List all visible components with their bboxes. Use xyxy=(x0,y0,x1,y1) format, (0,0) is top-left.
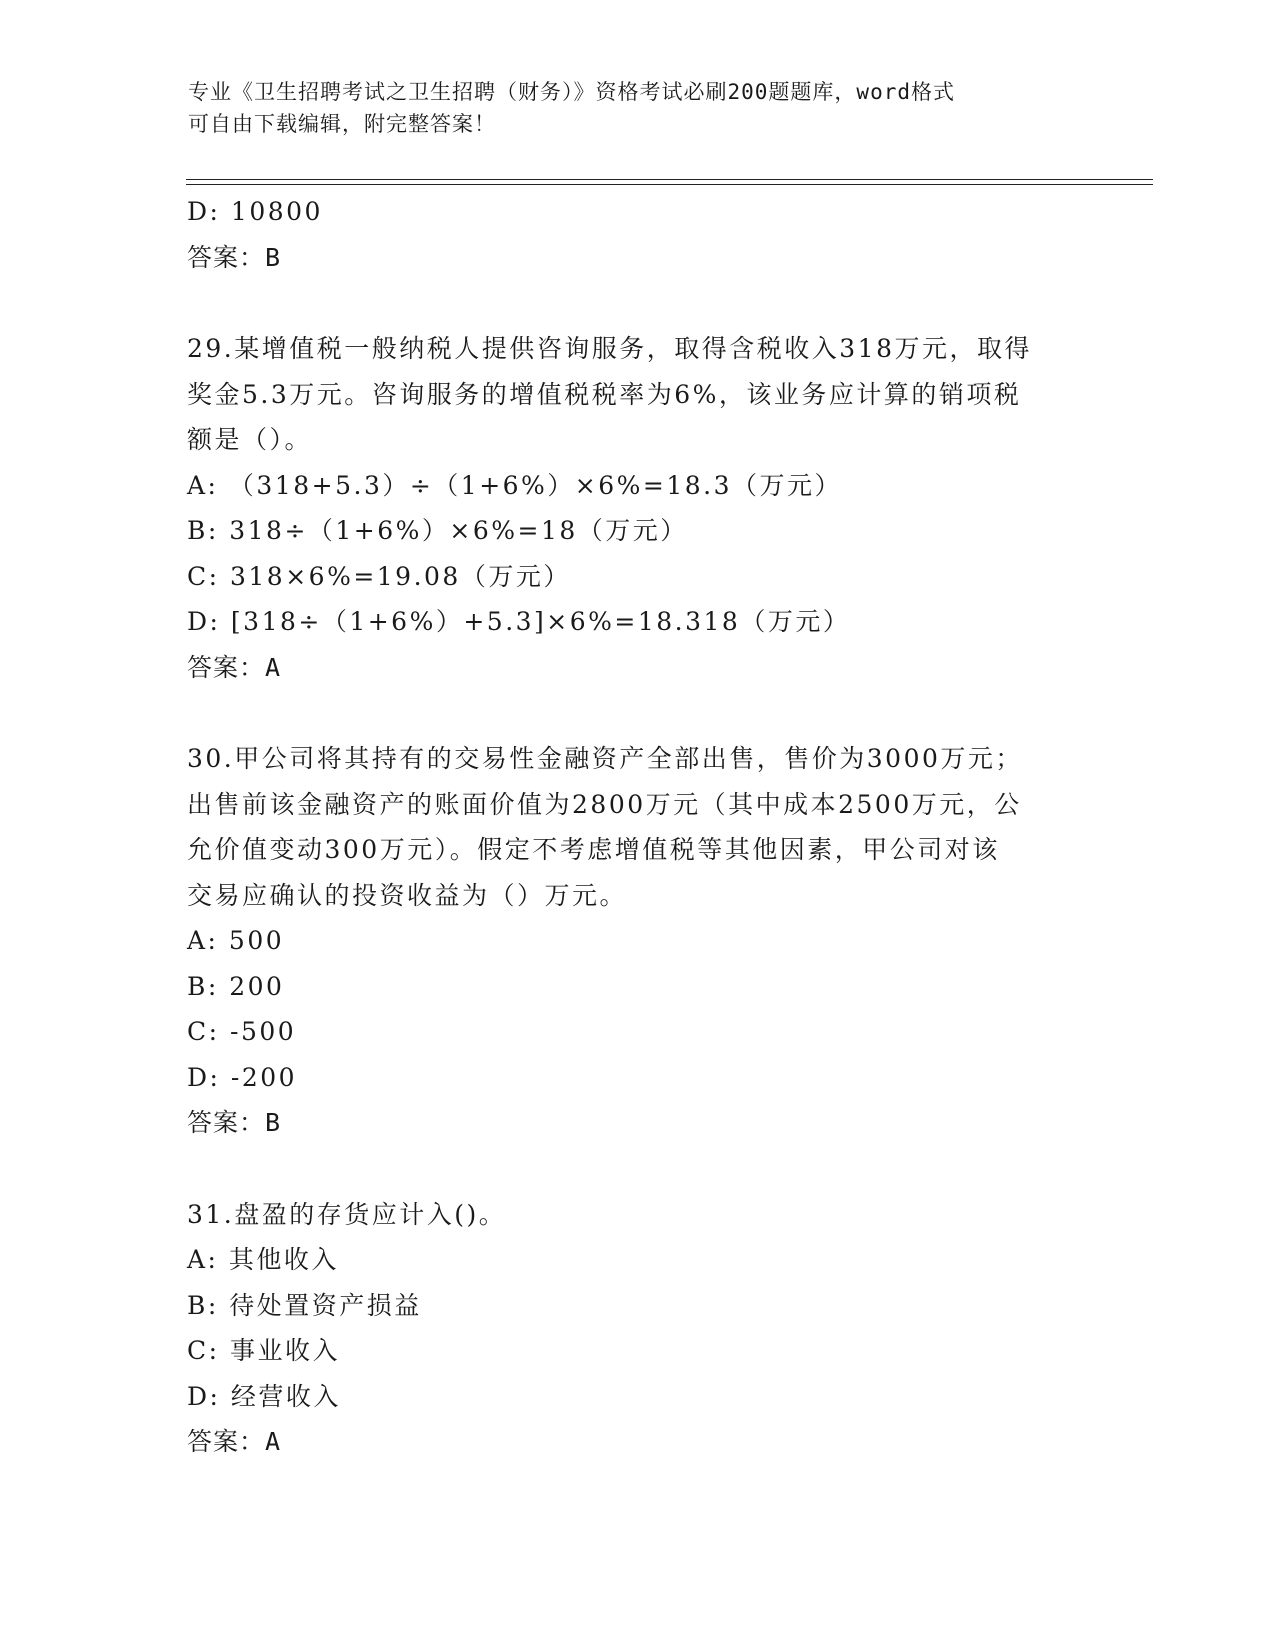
q30-option-b: B: 200 xyxy=(187,971,285,1001)
prev-answer: 答案：B xyxy=(187,242,282,272)
q29-option-a: A: （318+5.3）÷（1+6%）×6%=18.3（万元） xyxy=(187,470,843,500)
prev-option-d: D: 10800 xyxy=(187,197,323,226)
q30-answer: 答案：B xyxy=(187,1108,282,1137)
q30-stem-line-4: 交易应确认的投资收益为（）万元。 xyxy=(187,880,628,910)
q29-stem-line-3: 额是（）。 xyxy=(187,425,313,454)
question-31 xyxy=(187,1192,1087,1465)
q30-option-d: D: -200 xyxy=(187,1062,298,1092)
spacer xyxy=(187,1146,1087,1192)
header-line-2: 可自由下载编辑，附完整答案！ xyxy=(188,112,496,136)
q31-option-b: B: 待处置资产损益 xyxy=(187,1290,422,1320)
q30-stem-line-1: 30.甲公司将其持有的交易性金融资产全部出售，售价为3000万元； xyxy=(187,744,1023,773)
spacer xyxy=(187,280,1087,326)
q30-stem-line-3: 允价值变动300万元）。假定不考虑增值税等其他因素，甲公司对该 xyxy=(187,835,1000,864)
q30-stem-line-2: 出售前该金融资产的账面价值为2800万元（其中成本2500万元，公 xyxy=(187,789,1022,819)
q31-option-d: D: 经营收入 xyxy=(187,1381,341,1411)
q31-answer: 答案：A xyxy=(187,1427,282,1456)
q29-answer: 答案：A xyxy=(187,652,282,682)
q29-option-b: B: 318÷（1+6%）×6%=18（万元） xyxy=(187,516,688,545)
question-content xyxy=(187,189,1087,1465)
q29-option-d: D: [318÷（1+6%）+5.3]×6%=18.318（万元） xyxy=(187,607,851,636)
q30-option-c: C: -500 xyxy=(187,1017,297,1046)
header-line-1: 专业《卫生招聘考试之卫生招聘（财务）》资格考试必刷200题题库，word格式 xyxy=(188,80,955,104)
spacer xyxy=(187,690,1087,736)
q29-stem-line-2: 奖金5.3万元。咨询服务的增值税税率为6%，该业务应计算的销项税 xyxy=(187,379,1022,409)
question-30 xyxy=(187,736,1087,1146)
q31-option-c: C: 事业收入 xyxy=(187,1336,340,1365)
question-29 xyxy=(187,326,1087,690)
q30-option-a: A: 500 xyxy=(187,926,285,955)
header-rule-bottom xyxy=(186,184,1153,185)
header-rule-top xyxy=(186,179,1153,180)
q29-option-c: C: 318×6%=19.08（万元） xyxy=(187,561,571,591)
q29-stem-line-1: 29.某增值税一般纳税人提供咨询服务，取得含税收入318万元，取得 xyxy=(187,334,1032,363)
q31-stem-line-1: 31.盘盈的存货应计入()。 xyxy=(187,1199,507,1229)
document-header xyxy=(188,76,1068,140)
q31-option-a: A: 其他收入 xyxy=(187,1245,339,1274)
